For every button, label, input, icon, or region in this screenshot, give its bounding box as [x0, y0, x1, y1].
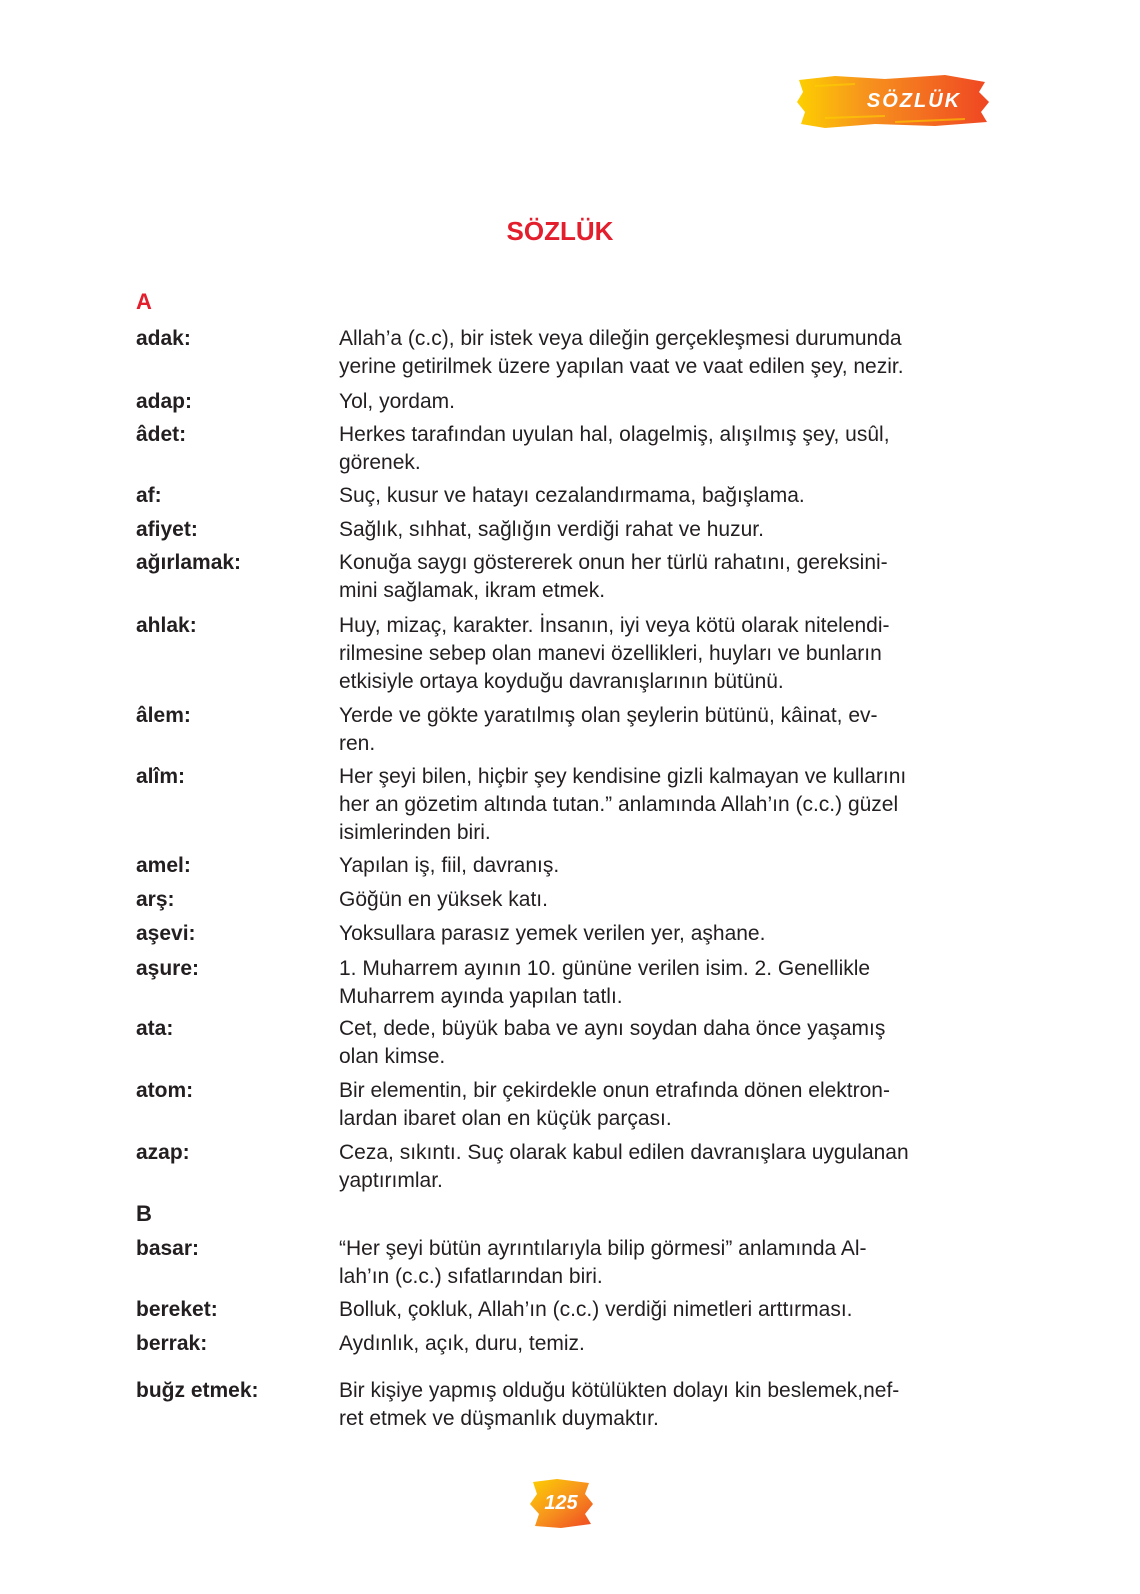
entry-definition	[339, 549, 989, 605]
entry-definition	[339, 1330, 989, 1358]
entry-definition	[339, 516, 989, 544]
definition-line: isimlerinden biri.	[339, 821, 491, 844]
entry-term: ata:	[136, 1017, 174, 1040]
entry-definition	[339, 763, 989, 847]
definition-line: Yapılan iş, fiil, davranış.	[339, 854, 560, 877]
definition-line: Huy, mizaç, karakter. İnsanın, iyi veya kötü olarak nitelendi-	[339, 614, 890, 637]
definition-line: yerine getirilmek üzere yapılan vaat ve vaat edilen şey, nezir.	[339, 355, 904, 378]
entry-definition	[339, 482, 989, 510]
entry-term: ağırlamak:	[136, 551, 242, 574]
entry-term: buğz etmek:	[136, 1379, 259, 1402]
entry-definition	[339, 1015, 989, 1071]
entry-definition	[339, 702, 989, 758]
definition-line: Bir kişiye yapmış olduğu kötülükten dolayı kin beslemek,nef-	[339, 1379, 900, 1402]
entry-definition	[339, 1296, 989, 1324]
definition-line: Bir elementin, bir çekirdekle onun etrafında dönen elektron-	[339, 1079, 890, 1102]
definition-line: Herkes tarafından uyulan hal, olagelmiş, alışılmış şey, usûl,	[339, 423, 890, 446]
section-letter-b: B	[136, 1201, 152, 1226]
entry-term: atom:	[136, 1079, 194, 1102]
entry-term: amel:	[136, 854, 191, 877]
entry-definition	[339, 920, 989, 948]
entry-term: azap:	[136, 1141, 190, 1164]
definition-line: Konuğa saygı göstererek onun her türlü rahatını, gereksini-	[339, 551, 888, 574]
page-number-badge	[527, 1476, 595, 1530]
definition-line: Yol, yordam.	[339, 390, 455, 413]
definition-line: lah’ın (c.c.) sıfatlarından biri.	[339, 1265, 603, 1288]
page-title: SÖZLÜK	[506, 216, 614, 246]
entry-definition	[339, 421, 989, 477]
definition-line: Sağlık, sıhhat, sağlığın verdiği rahat ve huzur.	[339, 518, 764, 541]
definition-line: rilmesine sebep olan manevi özellikleri, huyları ve bunların	[339, 642, 882, 665]
definition-line: Yerde ve gökte yaratılmış olan şeylerin bütünü, kâinat, ev-	[339, 704, 878, 727]
definition-line: her an gözetim altında tutan.” anlamında Allah’ın (c.c.) güzel	[339, 793, 899, 816]
entry-definition	[339, 1077, 989, 1133]
definition-line: Cet, dede, büyük baba ve aynı soydan daha önce yaşamış	[339, 1017, 886, 1040]
entry-definition	[339, 325, 989, 381]
definition-line: 1. Muharrem ayının 10. gününe verilen isim. 2. Genellikle	[339, 957, 871, 980]
entry-term: arş:	[136, 888, 175, 911]
definition-line: Ceza, sıkıntı. Suç olarak kabul edilen davranışlara uygulanan	[339, 1141, 909, 1164]
definition-line: ret etmek ve düşmanlık duymaktır.	[339, 1407, 659, 1430]
entry-definition	[339, 388, 989, 416]
definition-line: Yoksullara parasız yemek verilen yer, aşhane.	[339, 922, 766, 945]
banner-label: SÖZLÜK	[866, 89, 962, 112]
entry-term: adap:	[136, 390, 193, 413]
definition-line: olan kimse.	[339, 1045, 446, 1068]
definition-line: görenek.	[339, 451, 421, 474]
page-number: 125	[544, 1491, 578, 1514]
entry-definition	[339, 852, 989, 880]
definition-line: etkisiyle ortaya koyduğu davranışlarının bütünü.	[339, 670, 784, 693]
definition-line: Her şeyi bilen, hiçbir şey kendisine gizli kalmayan ve kullarını	[339, 765, 907, 788]
definition-line: Allah’a (c.c), bir istek veya dileğin gerçekleşmesi durumunda	[339, 327, 902, 350]
definition-line: Muharrem ayında yapılan tatlı.	[339, 985, 623, 1008]
entry-term: berrak:	[136, 1332, 208, 1355]
definition-line: Göğün en yüksek katı.	[339, 888, 548, 911]
entry-term: aşevi:	[136, 922, 196, 945]
entry-definition	[339, 1235, 989, 1291]
entry-term: ahlak:	[136, 614, 197, 637]
entry-definition	[339, 955, 989, 1011]
entry-term: bereket:	[136, 1298, 218, 1321]
entry-definition	[339, 1139, 989, 1195]
entry-term: aşure:	[136, 957, 200, 980]
header-banner	[795, 72, 991, 130]
entry-term: afiyet:	[136, 518, 198, 541]
entry-term: alîm:	[136, 765, 186, 788]
definition-line: yaptırımlar.	[339, 1169, 443, 1192]
entry-term: af:	[136, 484, 162, 507]
entry-term: âlem:	[136, 704, 191, 727]
definition-line: Aydınlık, açık, duru, temiz.	[339, 1332, 585, 1355]
definition-line: Suç, kusur ve hatayı cezalandırmama, bağışlama.	[339, 484, 805, 507]
definition-line: mini sağlamak, ikram etmek.	[339, 579, 606, 602]
entry-term: âdet:	[136, 423, 187, 446]
definition-line: Bolluk, çokluk, Allah’ın (c.c.) verdiği nimetleri arttırması.	[339, 1298, 853, 1321]
definition-line: lardan ibaret olan en küçük parçası.	[339, 1107, 672, 1130]
entry-definition	[339, 886, 989, 914]
entry-term: basar:	[136, 1237, 200, 1260]
section-letter-a: A	[136, 289, 152, 314]
entry-term: adak:	[136, 327, 191, 350]
entry-definition	[339, 612, 989, 696]
definition-line: “Her şeyi bütün ayrıntılarıyla bilip görmesi” anlamında Al-	[339, 1237, 867, 1260]
entry-definition	[339, 1377, 989, 1433]
definition-line: ren.	[339, 732, 376, 755]
